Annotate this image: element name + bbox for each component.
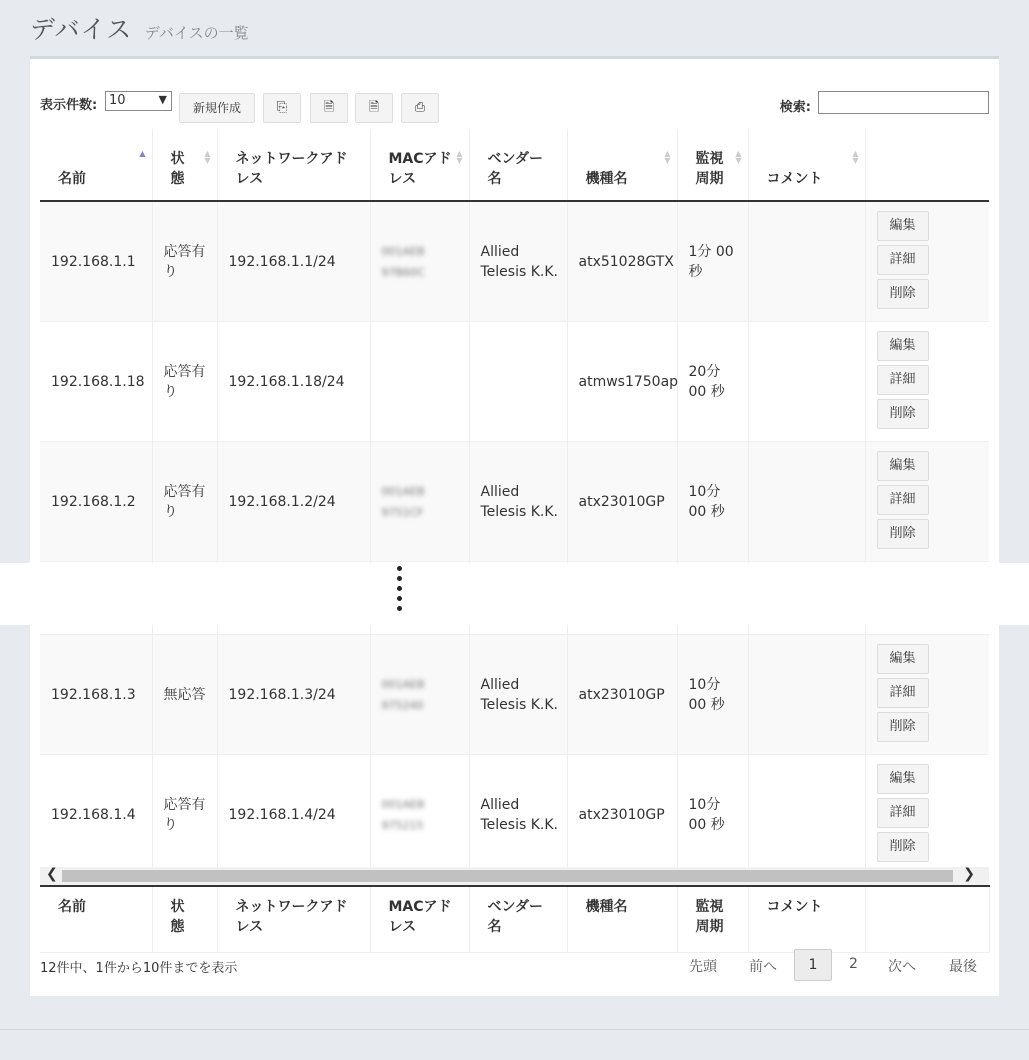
delete-button[interactable]: 削除 xyxy=(877,279,929,309)
cell-model-text: atmws1750ap xyxy=(578,373,679,390)
sort-ascending-icon: ▲ xyxy=(139,149,146,158)
footer-header-mac: MACアド レス xyxy=(370,886,469,953)
sort-icon: ▲ ▼ xyxy=(664,149,671,165)
cell-status-text: 応答有り xyxy=(163,243,206,280)
cell-network xyxy=(217,201,370,322)
column-header-interval[interactable] xyxy=(677,129,748,201)
cell-interval xyxy=(677,442,748,562)
table-row xyxy=(40,635,989,755)
cell-network-text: 192.168.1.18/24 xyxy=(228,373,345,390)
cell-vendor xyxy=(469,201,567,322)
footer-header-comment: コメント xyxy=(748,886,865,953)
cell-status xyxy=(152,442,217,562)
cell-network-text: 192.168.1.2/24 xyxy=(228,493,336,510)
page-header xyxy=(30,10,249,50)
cell-mac-text: 001AEB 9751CF xyxy=(381,484,425,519)
cell-status-text: 応答有り xyxy=(163,483,206,520)
cell-network xyxy=(217,322,370,442)
cell-vendor xyxy=(469,635,567,755)
edit-button[interactable]: 編集 xyxy=(877,644,929,674)
page-subtitle: デバイスの一覧 xyxy=(144,24,249,42)
footer-header-vendor: ベンダー 名 xyxy=(469,886,567,953)
cell-name xyxy=(40,442,152,562)
column-header-label: MACアド レス xyxy=(388,151,452,187)
device-panel xyxy=(30,56,999,996)
edit-button[interactable]: 編集 xyxy=(877,211,929,241)
column-header-name[interactable] xyxy=(40,129,152,201)
cell-mac-text: 001AEB 97B60C xyxy=(381,244,425,279)
cell-mac xyxy=(370,442,469,562)
chevron-down-icon: ▼ xyxy=(158,93,167,106)
edit-button[interactable]: 編集 xyxy=(877,764,929,794)
scroll-left-icon[interactable]: ❮ xyxy=(46,866,58,882)
cell-status-text: 応答有り xyxy=(163,796,206,833)
new-device-button[interactable]: 新規作成 xyxy=(179,93,255,123)
cell-status xyxy=(152,322,217,442)
cell-interval-text: 20分 00 秒 xyxy=(688,363,725,400)
cell-actions xyxy=(865,201,989,322)
cell-network xyxy=(217,442,370,562)
pagination xyxy=(689,949,989,983)
delete-button[interactable]: 削除 xyxy=(877,712,929,742)
cell-interval-text: 10分 00 秒 xyxy=(688,676,725,713)
omission-band xyxy=(0,563,1029,625)
cell-status xyxy=(152,755,217,875)
cell-network xyxy=(217,755,370,875)
cell-mac xyxy=(370,755,469,875)
cell-status xyxy=(152,635,217,755)
cell-name xyxy=(40,201,152,322)
footer-header-status: 状 態 xyxy=(152,886,217,953)
cell-model-text: atx23010GP xyxy=(578,686,665,703)
column-header-label: ベンダー 名 xyxy=(487,151,543,187)
sort-icon: ▲ ▼ xyxy=(735,149,742,165)
cell-interval xyxy=(677,322,748,442)
cell-actions xyxy=(865,755,989,875)
page-button-current[interactable]: 1 xyxy=(794,949,832,981)
cell-vendor xyxy=(469,442,567,562)
file-excel-icon: 🗎 xyxy=(368,100,380,115)
sort-icon: ▲ ▼ xyxy=(852,149,859,165)
column-header-actions xyxy=(865,129,989,201)
scroll-right-icon[interactable]: ❯ xyxy=(963,866,975,882)
cell-name-text: 192.168.1.1 xyxy=(51,253,136,270)
cell-mac xyxy=(370,322,469,442)
cell-model xyxy=(567,442,677,562)
cell-actions xyxy=(865,635,989,755)
cell-mac-text: 001AEB 975240 xyxy=(381,677,425,712)
cell-network-text: 192.168.1.1/24 xyxy=(228,253,336,270)
table-row xyxy=(40,322,989,442)
footer-header-model: 機種名 xyxy=(567,886,677,953)
cell-comment xyxy=(748,635,865,755)
search-input[interactable] xyxy=(818,91,989,114)
cell-interval xyxy=(677,201,748,322)
column-header-label: 機種名 xyxy=(585,171,628,187)
cell-interval-text: 1分 00 秒 xyxy=(688,243,734,280)
page-button[interactable]: 2 xyxy=(849,956,858,972)
detail-button[interactable]: 詳細 xyxy=(877,245,929,275)
cell-vendor-text: Allied Telesis K.K. xyxy=(480,796,558,833)
cell-vendor-text: Allied Telesis K.K. xyxy=(480,243,558,280)
column-header-label: 監視 周期 xyxy=(695,151,724,187)
file-text-icon: 🗎 xyxy=(323,100,335,115)
cell-mac xyxy=(370,635,469,755)
cell-name-text: 192.168.1.2 xyxy=(51,493,136,510)
length-label: 表示件数: xyxy=(40,98,98,113)
toolbar xyxy=(40,91,989,125)
table-row xyxy=(40,755,989,875)
device-table xyxy=(40,129,989,874)
cell-model xyxy=(567,201,677,322)
column-header-mac[interactable] xyxy=(370,129,469,201)
cell-actions xyxy=(865,322,989,442)
page-title: デバイス xyxy=(30,15,133,44)
device-table-wrapper xyxy=(40,129,989,944)
detail-button[interactable]: 詳細 xyxy=(877,678,929,708)
cell-name xyxy=(40,755,152,875)
edit-button[interactable]: 編集 xyxy=(877,331,929,361)
ellipsis-vertical-icon xyxy=(397,566,403,616)
search-label: 検索: xyxy=(779,100,811,115)
cell-vendor-text: Allied Telesis K.K. xyxy=(480,676,558,713)
footer-header-interval: 監視 周期 xyxy=(677,886,748,953)
column-header-label: 状 態 xyxy=(170,151,185,187)
cell-model-text: atx51028GTX xyxy=(578,253,674,270)
print-icon: ⎙ xyxy=(414,100,426,115)
column-header-status[interactable] xyxy=(152,129,217,201)
table-footer xyxy=(40,885,989,953)
cell-name xyxy=(40,635,152,755)
cell-actions xyxy=(865,442,989,562)
detail-button[interactable]: 詳細 xyxy=(877,485,929,515)
length-select-value: 10 xyxy=(109,93,126,108)
table-info: 12件中、1件から10件までを表示 xyxy=(40,961,238,976)
detail-button[interactable]: 詳細 xyxy=(877,798,929,828)
page-prev-button[interactable]: 前へ xyxy=(749,959,777,975)
copy-icon: ⎘ xyxy=(276,100,288,115)
edit-button[interactable]: 編集 xyxy=(877,451,929,481)
scrollbar-thumb[interactable] xyxy=(62,870,953,882)
column-header-label: コメント xyxy=(766,171,823,187)
delete-button[interactable]: 削除 xyxy=(877,832,929,862)
copy-button[interactable] xyxy=(263,93,301,123)
length-select[interactable] xyxy=(105,91,172,111)
horizontal-scrollbar[interactable] xyxy=(40,867,989,885)
cell-vendor xyxy=(469,322,567,442)
footer-header-name: 名前 xyxy=(40,886,152,953)
cell-model xyxy=(567,755,677,875)
table-row xyxy=(40,201,989,322)
cell-network xyxy=(217,635,370,755)
print-button[interactable] xyxy=(401,93,439,123)
cell-mac-text: 001AEB 975215 xyxy=(381,797,425,832)
delete-button[interactable]: 削除 xyxy=(877,399,929,429)
cell-mac xyxy=(370,201,469,322)
csv-button[interactable] xyxy=(310,93,348,123)
cell-model xyxy=(567,322,677,442)
column-header-label: 名前 xyxy=(58,171,86,187)
cell-status-text: 無応答 xyxy=(163,686,206,703)
cell-network-text: 192.168.1.3/24 xyxy=(228,686,336,703)
cell-status xyxy=(152,201,217,322)
column-header-label: ネットワークアド レス xyxy=(235,151,348,187)
cell-model-text: atx23010GP xyxy=(578,806,665,823)
table-header-row xyxy=(40,129,989,201)
cell-status-text: 応答有り xyxy=(163,363,206,400)
footer-header-actions xyxy=(865,886,989,953)
table-row xyxy=(40,442,989,562)
cell-name-text: 192.168.1.3 xyxy=(51,686,136,703)
cell-vendor-text: Allied Telesis K.K. xyxy=(480,483,558,520)
cell-network-text: 192.168.1.4/24 xyxy=(228,806,336,823)
cell-comment xyxy=(748,755,865,875)
cell-model xyxy=(567,635,677,755)
cell-model-text: atx23010GP xyxy=(578,493,665,510)
cell-name xyxy=(40,322,152,442)
cell-interval xyxy=(677,635,748,755)
sort-icon: ▲ ▼ xyxy=(456,149,463,165)
page-first-button[interactable]: 先頭 xyxy=(689,959,717,975)
cell-interval-text: 10分 00 秒 xyxy=(688,796,725,833)
page-next-button[interactable]: 次へ xyxy=(888,959,916,975)
cell-name-text: 192.168.1.18 xyxy=(51,373,145,390)
divider xyxy=(0,1029,1029,1030)
column-header-comment[interactable] xyxy=(748,129,865,201)
column-header-model[interactable] xyxy=(567,129,677,201)
footer-header-network: ネットワークアド レス xyxy=(217,886,370,953)
column-header-vendor[interactable] xyxy=(469,129,567,201)
column-header-network[interactable] xyxy=(217,129,370,201)
excel-button[interactable] xyxy=(355,93,393,123)
cell-comment xyxy=(748,322,865,442)
cell-comment xyxy=(748,201,865,322)
cell-comment xyxy=(748,442,865,562)
delete-button[interactable]: 削除 xyxy=(877,519,929,549)
table-footer-row xyxy=(40,886,989,953)
sort-icon: ▲ ▼ xyxy=(204,149,211,165)
cell-name-text: 192.168.1.4 xyxy=(51,806,136,823)
page-last-button[interactable]: 最後 xyxy=(949,959,977,975)
cell-vendor xyxy=(469,755,567,875)
detail-button[interactable]: 詳細 xyxy=(877,365,929,395)
cell-interval-text: 10分 00 秒 xyxy=(688,483,725,520)
cell-interval xyxy=(677,755,748,875)
